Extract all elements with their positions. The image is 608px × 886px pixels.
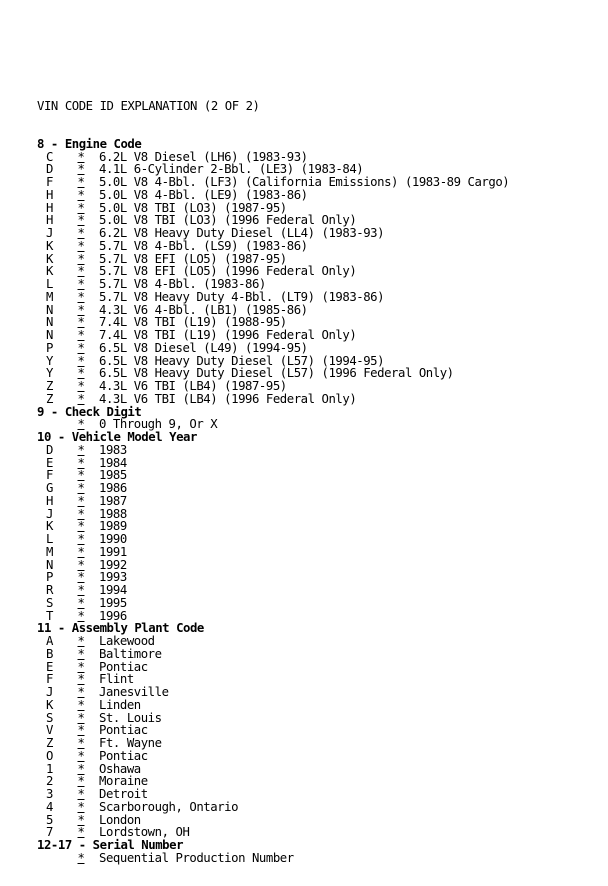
code-description: 7.4L V8 TBI (L19) (1996 Federal Only) [99,328,357,342]
asterisk-marker: * [77,570,85,585]
asterisk-marker: * [77,417,85,432]
code-letter: E [46,659,53,674]
asterisk-marker: * [77,391,85,406]
code-description: 7.4L V8 TBI (L19) (1988-95) [99,315,287,330]
code-description: Janesville [99,685,169,699]
code-description: 1996 [99,608,127,623]
code-description: 5.0L V8 4-Bbl. (LE9) (1983-86) [99,187,308,202]
code-letter: Z [46,736,53,750]
asterisk-marker: * [77,850,85,865]
asterisk-marker: * [77,226,85,240]
code-description: 1995 [99,595,127,610]
code-description: 6.5L V8 Diesel (L49) (1994-95) [99,340,308,355]
asterisk-marker: * [77,557,85,572]
code-letter: D [46,162,53,177]
code-letter: S [46,710,53,725]
asterisk-marker: * [77,468,85,483]
code-description: 1990 [99,532,127,546]
asterisk-marker: * [77,812,85,827]
code-description: 1993 [99,570,127,585]
code-description: London [99,812,141,827]
asterisk-marker: * [77,723,85,738]
code-description: 5.7L V8 EFI (LO5) (1987-95) [99,251,287,266]
sections-container [37,138,509,865]
code-letter: J [46,226,53,240]
code-description: Pontiac [99,723,148,738]
asterisk-marker: * [77,825,85,840]
asterisk-marker: * [77,697,85,712]
asterisk-marker: * [77,544,85,559]
code-description: 1987 [99,493,127,508]
code-letter: Z [46,379,53,393]
code-letter: 7 [46,825,53,840]
code-letter: Z [46,391,53,406]
section-heading: 11 - Assembly Plant Code [37,621,204,636]
code-description: 6.5L V8 Heavy Duty Diesel (L57) (1994-95) [99,353,385,368]
asterisk-marker: * [77,646,85,661]
code-letter: K [46,697,53,712]
code-description: 4.3L V6 TBI (LB4) (1996 Federal Only) [99,391,357,406]
asterisk-marker: * [77,251,85,266]
code-description: 1989 [99,519,127,534]
asterisk-marker: * [77,685,85,699]
section-heading: 9 - Check Digit [37,404,142,419]
asterisk-marker: * [77,162,85,177]
code-description: 5.0L V8 TBI (LO3) (1987-95) [99,200,287,215]
document-title: VIN CODE ID EXPLANATION (2 OF 2) [37,98,260,113]
asterisk-marker: * [77,315,85,330]
code-letter: O [46,748,53,763]
code-letter: L [46,532,53,546]
asterisk-marker: * [77,149,85,164]
code-letter: 4 [46,799,53,814]
code-letter: M [46,544,53,559]
asterisk-marker: * [77,289,85,304]
asterisk-marker: * [77,659,85,674]
code-description: 5.7L V8 Heavy Duty 4-Bbl. (LT9) (1983-86) [99,289,385,304]
code-row [37,393,509,406]
asterisk-marker: * [77,774,85,789]
code-description: St. Louis [99,710,162,725]
code-letter: N [46,557,53,572]
code-letter: L [46,277,53,291]
code-description: 5.7L V8 4-Bbl. (1983-86) [99,277,266,291]
code-letter: C [46,149,53,164]
code-description: Flint [99,672,134,687]
asterisk-marker: * [77,379,85,393]
code-letter: K [46,519,53,534]
code-letter: F [46,468,53,483]
asterisk-marker: * [77,761,85,776]
code-row [37,852,509,865]
asterisk-marker: * [77,328,85,342]
code-description: 5.0L V8 TBI (LO3) (1996 Federal Only) [99,213,357,228]
code-description: Pontiac [99,748,148,763]
asterisk-marker: * [77,200,85,215]
code-description: Detroit [99,787,148,801]
code-letter: 3 [46,787,53,801]
asterisk-marker: * [77,353,85,368]
code-letter: S [46,595,53,610]
code-letter: K [46,238,53,253]
asterisk-marker: * [77,187,85,202]
code-description: 1988 [99,506,127,521]
code-letter: K [46,251,53,266]
asterisk-marker: * [77,493,85,508]
code-letter: B [46,646,53,661]
code-description: 4.3L V6 4-Bbl. (LB1) (1985-86) [99,302,308,317]
code-letter: F [46,175,53,189]
code-letter: V [46,723,53,738]
code-description: Scarborough, Ontario [99,799,239,814]
code-letter: A [46,634,53,648]
code-description: 1983 [99,442,127,457]
code-letter: D [46,442,53,457]
code-description: Lordstown, OH [99,825,190,840]
code-description: 1994 [99,583,127,597]
asterisk-marker: * [77,608,85,623]
code-letter: E [46,455,53,470]
code-description: Moraine [99,774,148,789]
vin-code-document [37,74,509,877]
code-description: 0 Through 9, Or X [99,417,218,432]
code-description: Oshawa [99,761,141,776]
section-heading: 12-17 - Serial Number [37,838,184,852]
asterisk-marker: * [77,481,85,495]
code-description: 5.0L V8 4-Bbl. (LF3) (California Emissions) (1983-89 Cargo) [99,175,510,189]
code-description: 6.5L V8 Heavy Duty Diesel (L57) (1996 Federal Only) [99,366,454,381]
code-letter: N [46,315,53,330]
code-letter: N [46,302,53,317]
code-description: 5.7L V8 EFI (LO5) (1996 Federal Only) [99,264,357,279]
code-letter: H [46,213,53,228]
asterisk-marker: * [77,532,85,546]
code-letter: T [46,608,53,623]
asterisk-marker: * [77,238,85,253]
section-heading: 10 - Vehicle Model Year [37,430,197,444]
code-letter: 5 [46,812,53,827]
asterisk-marker: * [77,748,85,763]
asterisk-marker: * [77,175,85,189]
asterisk-marker: * [77,787,85,801]
code-letter: M [46,289,53,304]
code-letter: H [46,200,53,215]
asterisk-marker: * [77,799,85,814]
code-description: 1986 [99,481,127,495]
code-letter: R [46,583,53,597]
code-description: 5.7L V8 4-Bbl. (LS9) (1983-86) [99,238,308,253]
asterisk-marker: * [77,366,85,381]
code-letter: N [46,328,53,342]
asterisk-marker: * [77,277,85,291]
asterisk-marker: * [77,595,85,610]
code-letter: K [46,264,53,279]
asterisk-marker: * [77,506,85,521]
code-description: Lakewood [99,634,155,648]
code-letter: P [46,340,53,355]
code-description: 1985 [99,468,127,483]
asterisk-marker: * [77,455,85,470]
code-description: 1991 [99,544,127,559]
code-letter: H [46,493,53,508]
code-description: 6.2L V8 Heavy Duty Diesel (LL4) (1983-93) [99,226,385,240]
asterisk-marker: * [77,672,85,687]
code-letter: 1 [46,761,53,776]
asterisk-marker: * [77,264,85,279]
code-letter: 2 [46,774,53,789]
asterisk-marker: * [77,302,85,317]
code-letter: H [46,187,53,202]
code-letter: J [46,685,53,699]
code-letter: G [46,481,53,495]
code-description: Linden [99,697,141,712]
section-heading: 8 - Engine Code [37,136,142,151]
code-description: 1984 [99,455,127,470]
code-description: Sequential Production Number [99,850,294,865]
code-letter: Y [46,353,53,368]
asterisk-marker: * [77,442,85,457]
code-description: 6.2L V8 Diesel (LH6) (1983-93) [99,149,308,164]
code-description: 4.3L V6 TBI (LB4) (1987-95) [99,379,287,393]
code-description: Ft. Wayne [99,736,162,750]
code-letter: P [46,570,53,585]
code-description: 4.1L 6-Cylinder 2-Bbl. (LE3) (1983-84) [99,162,364,177]
code-letter: F [46,672,53,687]
asterisk-marker: * [77,634,85,648]
asterisk-marker: * [77,710,85,725]
code-letter: J [46,506,53,521]
asterisk-marker: * [77,213,85,228]
code-description: Baltimore [99,646,162,661]
asterisk-marker: * [77,583,85,597]
asterisk-marker: * [77,736,85,750]
asterisk-marker: * [77,340,85,355]
code-description: 1992 [99,557,127,572]
asterisk-marker: * [77,519,85,534]
code-letter: Y [46,366,53,381]
code-description: Pontiac [99,659,148,674]
